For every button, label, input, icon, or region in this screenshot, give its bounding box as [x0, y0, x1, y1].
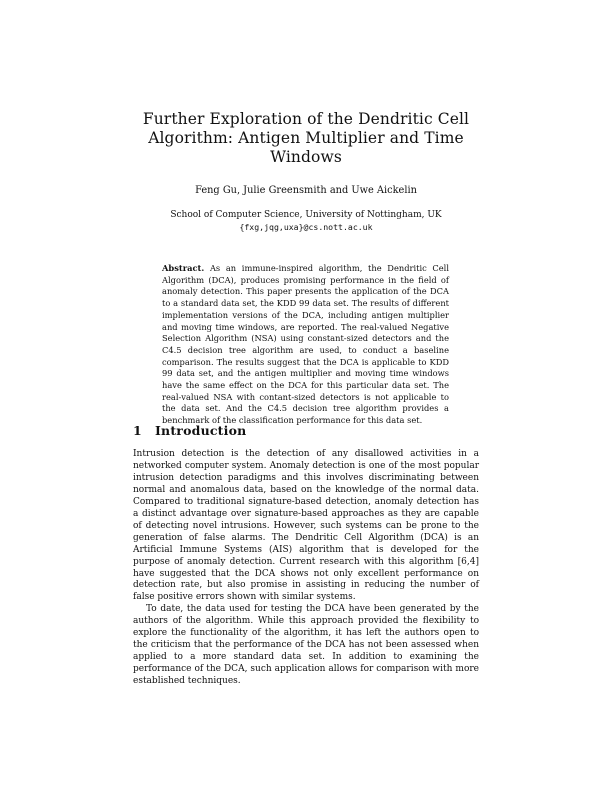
title-line: Further Exploration of the Dendritic Cell — [142, 110, 470, 128]
abstract-label: Abstract. — [162, 263, 205, 273]
body-paragraph: Intrusion detection is the detection of any disallowed activities in a networked computer system. Anomaly detection is one of the most popular intrusion detection paradigms and this involves discriminating between normal and anomalous data, based on the knowledge of the normal data. Compared to traditional signature-based detection, anomaly detection has a distinct advantage over signature-based approaches as they are capable of detecting novel intrusions. However, such systems can be prone to the generation of false alarms. The Dendritic Cell Algorithm (DCA) is an Artificial Immune Systems (AIS) algorithm that is developed for the purpose of anomaly detection. Current research with this algorithm [6,4] have suggested that the DCA shows not only excellent performance on detection rate, but also promise in assisting in reducing the number of false positive errors shown with similar systems. — [133, 449, 479, 603]
body-paragraph: To date, the data used for testing the DCA have been generated by the authors of the algorithm. While this approach provided the flexibility to explore the functionality of the algorithm, it has left the authors open to the criticism that the performance of the DCA has not been assessed when applied to a more standard data set. In addition to examining the performance of the DCA, such application allows for comparison with more established techniques. — [133, 604, 479, 687]
abstract-text: As an immune-inspired algorithm, the Dendritic Cell Algorithm (DCA), produces promising performance in the field of anomaly detection. This paper presents the application of the DCA to a standard data set, the KDD 99 data set. The results of different implementation versions of the DCA, including antigen multiplier and moving time windows, are reported. The real-valued Negative Selection Algorithm (NSA) using constant-sized detectors and the C4.5 decision tree algorithm are used, to conduct a baseline comparison. The results suggest that the DCA is applicable to KDD 99 data set, and the antigen multiplier and moving time windows have the same effect on the DCA for this particular data set. The real-valued NSA with contant-sized detectors is not applicable to the data set. And the C4.5 decision tree algorithm provides a benchmark of the classification performance for this data set. — [162, 263, 449, 426]
abstract — [162, 263, 449, 427]
section-number: 1 — [133, 423, 142, 438]
section-title: Introduction — [155, 423, 247, 438]
paper-title — [120, 110, 492, 167]
author-list: Feng Gu, Julie Greensmith and Uwe Aickelin — [195, 185, 417, 196]
section-heading — [133, 423, 246, 438]
affiliation-block — [120, 209, 492, 233]
affiliation-text: School of Computer Science, University of Nottingham, UK — [170, 210, 442, 220]
section-body — [133, 449, 479, 688]
author-email: {fxg,jqg,uxa}@cs.nott.ac.uk — [239, 222, 373, 232]
title-line: Algorithm: Antigen Multiplier and Time — [148, 129, 464, 147]
title-line: Windows — [270, 148, 342, 166]
